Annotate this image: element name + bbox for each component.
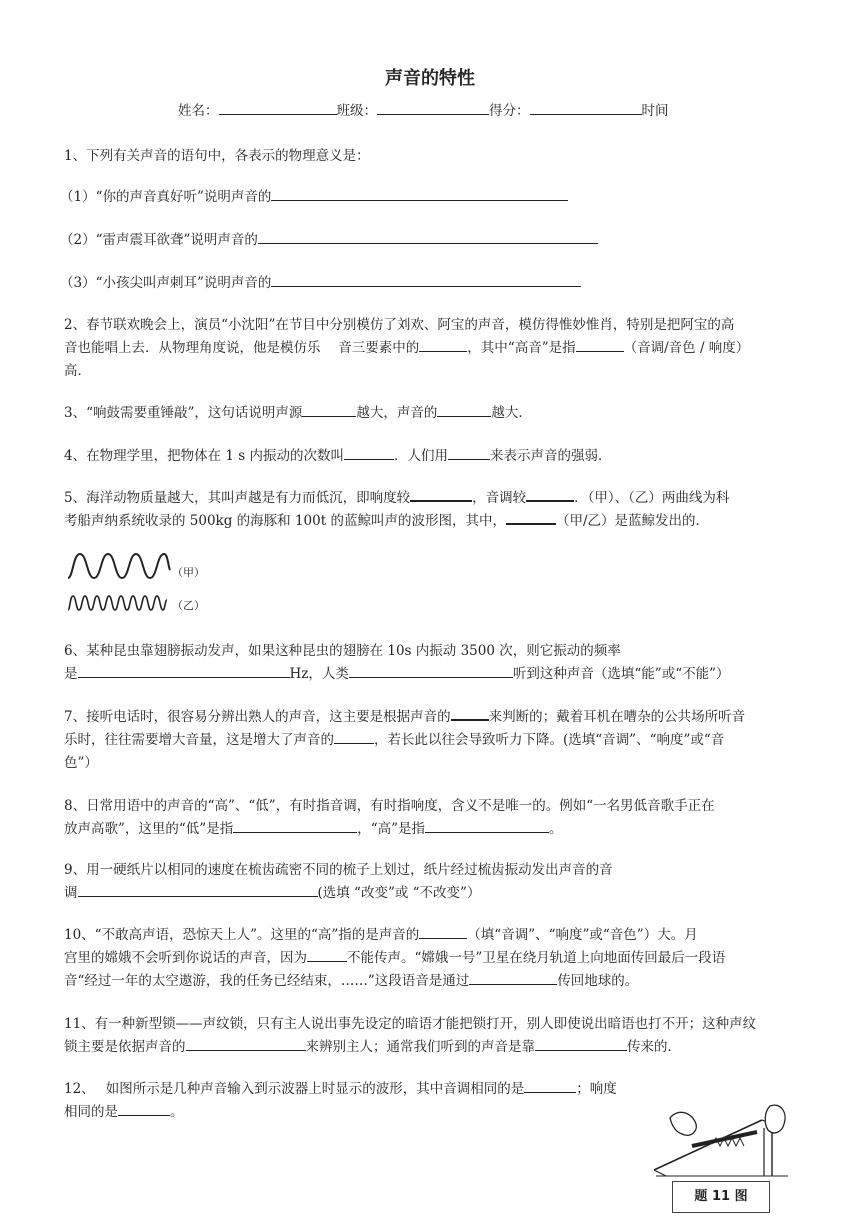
q4-blank2[interactable]	[448, 445, 490, 460]
q1-sub2: （2）“雷声震耳欲聋”说明声音的	[60, 228, 598, 248]
left-hand	[670, 1112, 696, 1135]
q2-line3: 高．	[64, 363, 91, 379]
q2-blank2[interactable]	[576, 337, 624, 352]
q10-blank3[interactable]	[469, 970, 557, 985]
q5-blank1[interactable]	[410, 486, 472, 502]
q7-line1: 7、接听电话时，很容易分辨出熟人的声音，这主要是根据声音的 来判断的；戴着耳机在嘈杂的公共场所听音	[64, 705, 745, 725]
q1-blank3[interactable]	[271, 272, 581, 287]
header-fields	[178, 99, 669, 119]
q8-blank1[interactable]	[233, 818, 357, 833]
q5-blank2[interactable]	[526, 486, 574, 502]
right-hand	[765, 1105, 785, 1133]
q4: 4、在物理学里，把物体在 1 s 内振动的次数叫 ．人们用 来表示声音的强弱．	[64, 444, 611, 464]
q11-line1: 11、有一种新型锁——声纹锁，只有主人说出事先设定的暗语才能把锁打开，别人即使说出暗语也打不开；这种声纹	[64, 1016, 757, 1032]
waveform-a	[68, 554, 170, 578]
q10-blank2[interactable]	[307, 947, 347, 962]
q1-stem: 1、下列有关声音的语句中，各表示的物理意义是：	[64, 148, 370, 164]
q1-blank2[interactable]	[258, 229, 598, 244]
waveform-b	[68, 596, 167, 610]
q8-blank2[interactable]	[425, 818, 549, 833]
label-yi: （乙）	[172, 599, 205, 612]
score-blank[interactable]	[530, 100, 642, 115]
q8-line1: 8、日常用语中的声音的“高”、“低”，有时指音调，有时指响度，含义不是唯一的。例如“一名男低音歌手正在	[64, 798, 715, 814]
q10-line1: 10、“不敢高声语，恐惊天上人”。这里的“高”指的是声音的 （填“音调”、“响度”或“音色”）大。月	[64, 923, 698, 943]
waveform-figure	[64, 548, 214, 618]
q2-line2: 音也能唱上去．从物理角度说，他是模仿乐 音三要素中的 ，其中“高音”是指 （音调/音色 / 响度）	[64, 336, 749, 356]
q9-line1: 9、用一硬纸片以相同的速度在梳齿疏密不同的梳子上划过，纸片经过梳齿振动发出声音的音	[64, 862, 613, 878]
q12-line2: 相同的是 。	[64, 1100, 184, 1120]
q5-line1: 5、海洋动物质量越大，其叫声越是有力而低沉，即响度较 ，音调较 ．（甲）、（乙）两曲线为科	[64, 486, 729, 506]
name-label: 姓名：	[178, 103, 219, 119]
q8-line2: 放声高歌”，这里的“低”是指 ，“高”是指 。	[64, 817, 563, 837]
q7-line3: 色”）	[64, 755, 98, 771]
q9-line2: 调 (选填 “改变”或 “不改变”）	[64, 881, 480, 901]
page-title: 声音的特性	[385, 68, 475, 89]
q6-blank1[interactable]	[78, 663, 290, 678]
q1-sub3: （3）“小孩尖叫声刺耳”说明声音的	[60, 271, 581, 291]
q10-blank1[interactable]	[419, 924, 467, 939]
q2-line1: 2、春节联欢晚会上，演员“小沈阳”在节目中分别模仿了刘欢、阿宝的声音，模仿得惟妙惟肖，特别是把阿宝的高	[64, 317, 735, 333]
q7-line2: 乐时，往往需要增大音量，这是增大了声音的 ，若长此以往会导致听力下降。(选填“音调”、“响度”或“音	[64, 728, 724, 748]
q2-blank1[interactable]	[419, 337, 467, 352]
q5-line2: 考船声纳系统收录的 500kg 的海豚和 100t 的蓝鲸叫声的波形图，其中， （甲/乙）是蓝鲸发出的．	[64, 509, 709, 529]
class-blank[interactable]	[377, 100, 489, 115]
class-label: 班级：	[336, 103, 377, 119]
q6-line1: 6、某种昆虫靠翅膀振动发声，如果这种昆虫的翅膀在 10s 内振动 3500 次，则它振动的频率	[64, 643, 621, 659]
q11-blank1[interactable]	[186, 1036, 306, 1051]
q6-blank2[interactable]	[349, 663, 513, 678]
q3: 3、“响鼓需要重锤敲”，这句话说明声源 越大，声音的 越大．	[64, 401, 532, 421]
q12-blank2[interactable]	[118, 1101, 170, 1116]
score-label: 得分：	[489, 103, 530, 119]
time-label: 时间	[641, 103, 669, 119]
q3-blank2[interactable]	[437, 402, 491, 417]
q3-blank1[interactable]	[302, 402, 356, 417]
q11-blank2[interactable]	[535, 1036, 627, 1051]
q12-blank1[interactable]	[524, 1078, 576, 1093]
ruler-experiment-figure	[652, 1098, 792, 1178]
q7-blank2[interactable]	[334, 729, 374, 744]
q10-line3: 音“经过一年的太空遨游，我的任务已经结束，……”这段语音是通过 传回地球的。	[64, 969, 638, 989]
q1-sub1: （1）“你的声音真好听”说明声音的	[60, 185, 568, 205]
label-jia: （甲）	[172, 566, 205, 579]
name-blank[interactable]	[219, 100, 337, 115]
q11-line2: 锁主要是依据声音的 来辨别主人；通常我们听到的声音是靠 传来的．	[64, 1035, 681, 1055]
figure-caption: 题 11 图	[672, 1181, 770, 1213]
q1-blank1[interactable]	[271, 186, 568, 201]
q6-line2: 是 Hz，人类 听到这种声音（选填“能”或“不能”）	[64, 662, 730, 682]
q4-blank1[interactable]	[344, 445, 394, 460]
q5-blank3[interactable]	[506, 509, 556, 525]
q7-blank1[interactable]	[451, 705, 489, 721]
q9-blank1[interactable]	[78, 882, 318, 897]
q10-line2: 宫里的嫦娥不会听到你说话的声音，因为 不能传声。“嫦娥一号”卫星在绕月轨道上向地面传回最后一段语	[64, 946, 725, 966]
q12-line1: 12、 如图所示是几种声音输入到示波器上时显示的波形，其中音调相同的是 ；响度	[64, 1077, 617, 1097]
